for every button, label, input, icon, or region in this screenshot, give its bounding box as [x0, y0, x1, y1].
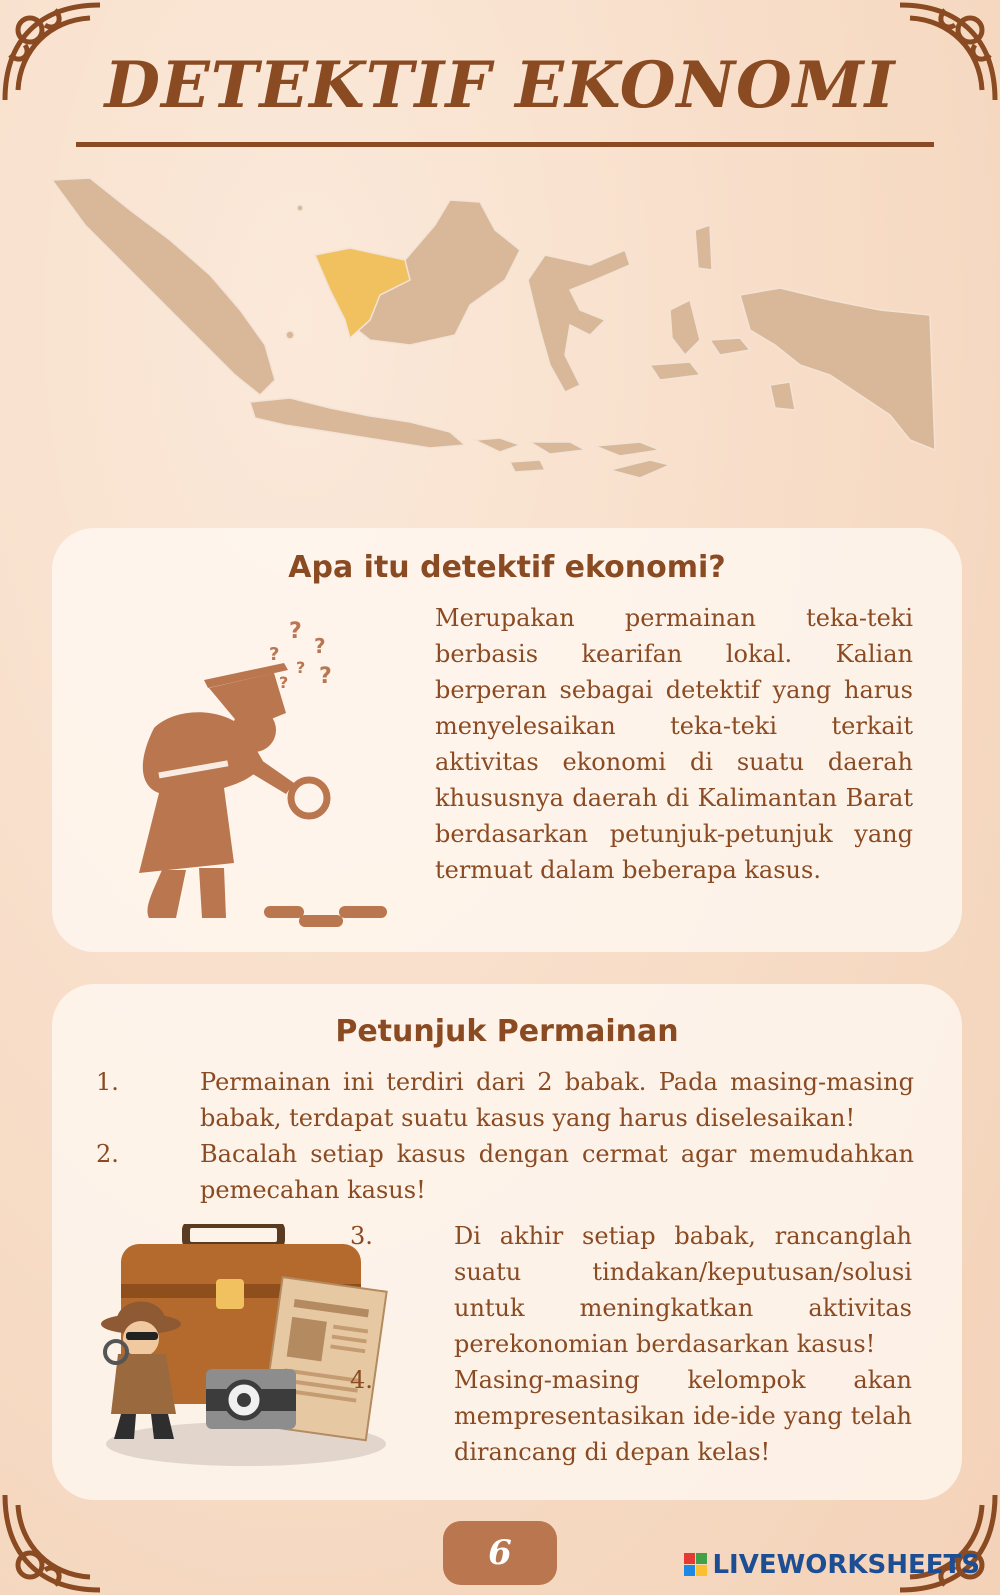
intro-heading: Apa itu detektif ekonomi? [288, 550, 726, 585]
instructions-card [52, 984, 962, 1500]
detective-illustration-icon [114, 618, 414, 928]
list-number: 2. [96, 1140, 119, 1168]
list-item [96, 1064, 914, 1136]
title-divider [76, 142, 934, 147]
detective-suitcase-illustration-icon [96, 1224, 396, 1474]
list-item [96, 1136, 914, 1208]
instructions-heading: Petunjuk Permainan [335, 1014, 679, 1049]
svg-text:?: ? [296, 658, 306, 677]
list-item [350, 1362, 912, 1470]
instructions-list-bottom [350, 1218, 912, 1470]
page-number-badge: 6 [443, 1521, 557, 1585]
list-item-text: Di akhir setiap babak, rancanglah suatu tindakan/keputusan/solusi untuk meningkatkan aktivitas perekonomian berdasarkan kasus! [454, 1222, 912, 1358]
liveworksheets-logo-icon [684, 1553, 708, 1577]
list-item [350, 1218, 912, 1362]
svg-text:?: ? [279, 673, 289, 692]
indonesia-map-icon [50, 170, 950, 500]
intro-paragraph: Merupakan permainan teka-teki berbasis kearifan lokal. Kalian berperan sebagai detektif yang harus menyelesaikan teka-teki terkait aktivitas ekonomi di suatu daerah khususnya daerah di Kalimantan Barat berdasarkan petunjuk-petunjuk yang termuat dalam beberapa kasus. [435, 604, 913, 884]
corner-ornament-icon [0, 1485, 110, 1595]
list-item-text: Bacalah setiap kasus dengan cermat agar memudahkan pemecahan kasus! [200, 1140, 914, 1204]
list-number: 3. [350, 1222, 373, 1250]
brand-text: LIVEWORKSHEETS [712, 1550, 980, 1580]
page-title: DETEKTIF EKONOMI [104, 48, 896, 123]
svg-text:?: ? [314, 634, 326, 658]
svg-text:?: ? [319, 664, 332, 689]
list-item-text: Permainan ini terdiri dari 2 babak. Pada masing-masing babak, terdapat suatu kasus yang harus diselesaikan! [200, 1068, 914, 1132]
instructions-list-top [96, 1064, 914, 1208]
list-item-text: Masing-masing kelompok akan mempresentasikan ide-ide yang telah dirancang di depan kelas! [454, 1366, 912, 1466]
svg-text:?: ? [289, 619, 302, 644]
svg-text:?: ? [269, 644, 280, 665]
liveworksheets-brand [684, 1550, 980, 1580]
list-number: 1. [96, 1068, 119, 1096]
intro-card [52, 528, 962, 952]
list-number: 4. [350, 1366, 373, 1394]
